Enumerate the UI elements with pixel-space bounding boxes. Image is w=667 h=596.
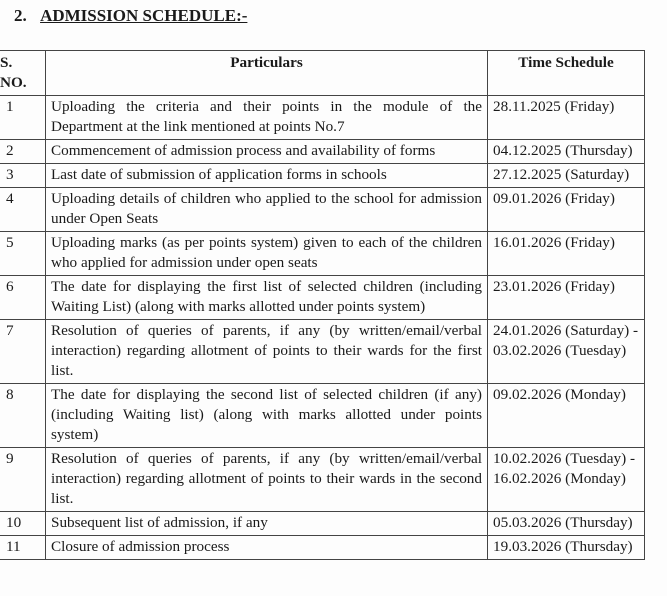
row-time: 09.01.2026 (Friday) <box>488 188 645 232</box>
section-title: ADMISSION SCHEDULE:- <box>40 6 248 25</box>
row-time: 24.01.2026 (Saturday) - 03.02.2026 (Tuesday) <box>488 320 645 384</box>
table-row <box>0 232 645 276</box>
header-time-schedule: Time Schedule <box>488 51 645 96</box>
row-time: 28.11.2025 (Friday) <box>488 96 645 140</box>
table-row <box>0 448 645 512</box>
table-row <box>0 512 645 536</box>
row-particulars: Commencement of admission process and availability of forms <box>46 140 488 164</box>
row-particulars: Uploading details of children who applied to the school for admission under Open Seats <box>46 188 488 232</box>
table-row <box>0 96 645 140</box>
row-sno: 4 <box>0 188 46 232</box>
row-sno: 7 <box>0 320 46 384</box>
row-sno: 3 <box>0 164 46 188</box>
table-row <box>0 536 645 560</box>
row-sno: 11 <box>0 536 46 560</box>
row-sno: 5 <box>0 232 46 276</box>
row-time: 16.01.2026 (Friday) <box>488 232 645 276</box>
row-time: 09.02.2026 (Monday) <box>488 384 645 448</box>
admission-schedule-table <box>0 50 645 560</box>
row-particulars: Subsequent list of admission, if any <box>46 512 488 536</box>
row-particulars: Uploading the criteria and their points in the module of the Department at the link mentioned at points No.7 <box>46 96 488 140</box>
row-sno: 8 <box>0 384 46 448</box>
table-row <box>0 384 645 448</box>
section-number: 2. <box>14 6 27 25</box>
row-time: 04.12.2025 (Thursday) <box>488 140 645 164</box>
row-sno: 2 <box>0 140 46 164</box>
table-row <box>0 320 645 384</box>
row-sno: 10 <box>0 512 46 536</box>
table-row <box>0 140 645 164</box>
table-header-row <box>0 51 645 96</box>
row-sno: 9 <box>0 448 46 512</box>
table-row <box>0 188 645 232</box>
row-time: 27.12.2025 (Saturday) <box>488 164 645 188</box>
row-particulars: Resolution of queries of parents, if any (by written/email/verbal interaction) regarding allotment of points to their wards in the second list. <box>46 448 488 512</box>
row-particulars: The date for displaying the second list of selected children (if any) (including Waiting list) (along with marks allotted under points system) <box>46 384 488 448</box>
row-time: 23.01.2026 (Friday) <box>488 276 645 320</box>
row-particulars: Closure of admission process <box>46 536 488 560</box>
row-time: 05.03.2026 (Thursday) <box>488 512 645 536</box>
row-time: 19.03.2026 (Thursday) <box>488 536 645 560</box>
row-particulars: Resolution of queries of parents, if any (by written/email/verbal interaction) regarding allotment of points to their wards for the first list. <box>46 320 488 384</box>
row-particulars: Uploading marks (as per points system) given to each of the children who applied for admission under open seats <box>46 232 488 276</box>
row-time: 10.02.2026 (Tuesday) - 16.02.2026 (Monday) <box>488 448 645 512</box>
table-row <box>0 276 645 320</box>
section-heading <box>14 6 247 26</box>
row-sno: 6 <box>0 276 46 320</box>
table-row <box>0 164 645 188</box>
header-sno: S. NO. <box>0 51 46 96</box>
row-particulars: Last date of submission of application forms in schools <box>46 164 488 188</box>
row-particulars: The date for displaying the first list of selected children (including Waiting List) (along with marks allotted under points system) <box>46 276 488 320</box>
row-sno: 1 <box>0 96 46 140</box>
header-particulars: Particulars <box>46 51 488 96</box>
